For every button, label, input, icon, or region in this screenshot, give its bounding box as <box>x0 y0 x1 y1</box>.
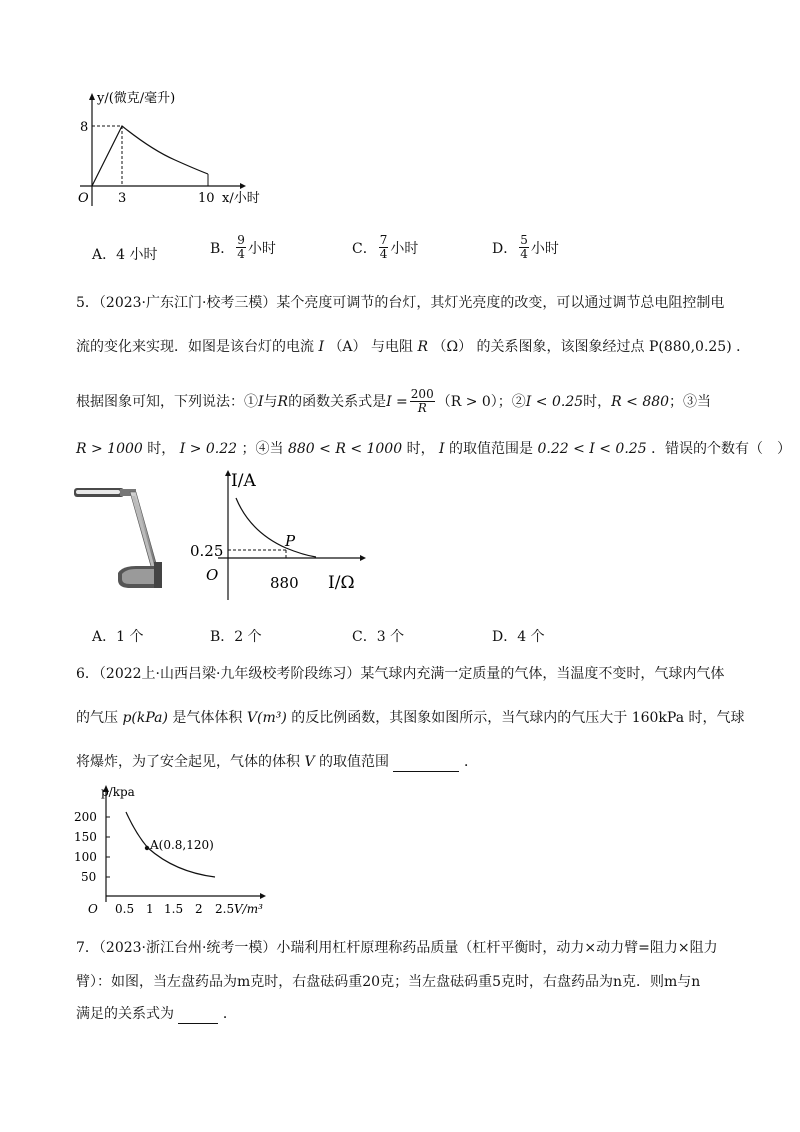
q5-line3-a: 根据图象可知，下列说法：① <box>76 393 258 410</box>
q6-x-arrow <box>260 893 266 899</box>
q5-y-label: I/A <box>231 471 256 491</box>
q5-line4-h: 的取值范围是 <box>449 441 534 457</box>
q4-option-b[interactable] <box>210 234 276 261</box>
q5-cond-3: 时， <box>583 393 612 410</box>
q5-line3-c: 的函数关系式是 <box>288 393 387 410</box>
q6-y-tick-200: 200 <box>74 810 97 824</box>
q5-text-b: 与电阻 <box>371 339 414 355</box>
q6-text-d: 时，气球 <box>688 710 745 726</box>
q5-graph <box>188 470 368 606</box>
q5-line4-c: I > 0.22 <box>179 441 238 457</box>
q6-answer-blank[interactable] <box>393 755 459 772</box>
q6-p-symbol: p(kPa) <box>122 710 168 726</box>
q4-x-tick-3: 3 <box>118 191 127 206</box>
q5-text-a: 流的变化来实现．如图是该台灯的电流 <box>76 339 314 355</box>
q4-option-d-unit: 小时 <box>530 240 559 257</box>
q4-option-b-letter: B． <box>210 240 235 257</box>
q4-y-tick: 8 <box>80 120 89 135</box>
q5-y-tick: 0.25 <box>190 542 224 560</box>
q5-R-symbol: R <box>417 339 429 355</box>
q4-x-tick-10: 10 <box>198 191 215 206</box>
q5-line3-R: R <box>277 393 289 410</box>
q4-y-arrow <box>89 93 95 100</box>
q5-point-label: P <box>285 532 296 550</box>
q6-x-tick-0-5: 0.5 <box>115 902 135 916</box>
q4-origin: O <box>78 191 89 206</box>
q5-option-c[interactable]: C．3 个 <box>352 629 405 645</box>
q6-text-c: 的反比例函数，其图象如图所示，当气球内的气压大于 <box>291 710 628 726</box>
q4-option-c-letter: C． <box>352 240 377 257</box>
q7-line-1: 7．（2023·浙江台州·统考一模）小瑞利用杠杆原理称药品质量（杠杆平衡时，动力×动力臂=阻力×阻力 <box>76 940 718 956</box>
q4-option-b-fraction <box>236 234 246 261</box>
q5-line4-g: I <box>439 441 445 457</box>
q7-line3-a: 满足的关系式为 <box>76 1006 174 1022</box>
q4-option-b-den: 4 <box>237 247 245 261</box>
q5-cond-4: R < 880 <box>611 393 670 410</box>
q5-line3-b: 与 <box>263 393 278 410</box>
q7-line-2: 臂）：如图，当左盘药品为m克时，右盘砝码重20克；当左盘砝码重5克时，右盘药品为n克．则m与n <box>76 974 701 990</box>
q5-line4-j: ．错误的个数有（ ） <box>651 441 792 457</box>
q4-option-c-den: 4 <box>379 247 388 261</box>
q6-y-tick-50: 50 <box>81 870 97 884</box>
q5-option-a[interactable]: A．1 个 <box>92 629 144 645</box>
q5-line4-e: 880 < R < 1000 <box>287 441 403 457</box>
q5-cond-1: （R > 0）；② <box>436 393 526 410</box>
q5-line-2 <box>76 337 750 357</box>
q5-line4-d: ；④当 <box>241 441 284 457</box>
q5-x-arrow <box>360 555 366 561</box>
q5-line4-f: 时， <box>406 441 435 457</box>
q7-line3-b: ． <box>222 1006 237 1022</box>
q5-line-4 <box>76 439 791 459</box>
q6-y-tick-150: 150 <box>74 830 97 844</box>
q5-formula-fraction <box>410 388 435 415</box>
q4-graph <box>70 88 260 213</box>
q4-option-d-fraction <box>519 234 529 261</box>
q6-line-1: 6．（2022上·山西吕梁·九年级校考阶段练习）某气球内充满一定质量的气体，当温度不变时，气球内气体 <box>76 666 725 682</box>
q4-option-c-fraction <box>379 234 389 261</box>
q5-text-c: 的关系图象，该图象经过点 <box>476 339 645 355</box>
q5-formula-den: R <box>417 401 427 415</box>
q6-V-symbol: V <box>304 754 315 770</box>
q6-line-3 <box>76 752 478 772</box>
q6-x-tick-1: 1 <box>146 902 154 916</box>
q7-line-3 <box>76 1004 237 1024</box>
q6-point-label: A(0.8,120) <box>150 838 214 852</box>
q6-y-label: p/kpa <box>101 785 135 799</box>
q6-y-tick-100: 100 <box>74 850 97 864</box>
q5-formula-num: 200 <box>410 387 434 401</box>
q4-option-b-unit: 小时 <box>247 240 276 257</box>
q6-text-a: 的气压 <box>76 710 118 726</box>
q6-line3-c: ． <box>463 754 478 770</box>
q6-graph <box>70 782 270 922</box>
q6-x-tick-2: 2 <box>195 902 203 916</box>
q4-option-d-den: 4 <box>520 247 528 261</box>
q5-curve <box>236 498 316 557</box>
q6-line-2 <box>76 708 745 728</box>
q4-y-label: y/(微克/毫升) <box>97 91 176 106</box>
q5-unit-a: （A） <box>328 339 367 355</box>
q4-curve <box>92 126 208 186</box>
q5-line4-a: R > 1000 <box>76 441 143 457</box>
q5-line3-I: I <box>258 393 264 410</box>
q4-option-d-num: 5 <box>520 233 528 247</box>
q4-option-d[interactable] <box>492 234 559 261</box>
q6-x-tick-1-5: 1.5 <box>164 902 184 916</box>
q5-cond-2: I < 0.25 <box>525 393 584 410</box>
q6-x-tick-2-5: 2.5 <box>215 902 235 916</box>
q4-option-c[interactable] <box>352 234 418 261</box>
q4-option-c-num: 7 <box>379 233 388 247</box>
q6-origin: O <box>88 902 98 916</box>
q6-line3-a: 将爆炸，为了安全起见，气体的体积 <box>76 754 300 770</box>
q5-line-3 <box>76 388 711 415</box>
q4-option-c-unit: 小时 <box>390 240 419 257</box>
q5-period: ． <box>736 339 751 355</box>
q4-option-a[interactable]: A．4 小时 <box>92 247 158 263</box>
q5-point-p: P(880,0.25) <box>648 339 732 355</box>
q5-unit-ohm: （Ω） <box>432 339 473 355</box>
q6-v-symbol: V(m³) <box>246 710 287 726</box>
q5-origin: O <box>206 566 219 584</box>
q6-point-a <box>145 846 149 850</box>
q5-line4-i: 0.22 < I < 0.25 <box>537 441 647 457</box>
q6-text-b: 是气体体积 <box>172 710 243 726</box>
q4-option-d-letter: D． <box>492 240 518 257</box>
q4-x-label: x/小时 <box>222 191 260 206</box>
q5-option-d[interactable]: D．4 个 <box>492 629 545 645</box>
q5-formula-lhs: I = <box>386 393 408 410</box>
q5-cond-5: ；③当 <box>669 393 712 410</box>
q6-x-label: V/m³ <box>234 902 263 916</box>
q5-x-tick: 880 <box>270 574 299 592</box>
q4-option-b-num: 9 <box>237 233 245 247</box>
q5-I-symbol: I <box>318 339 324 355</box>
q6-line3-b: 的取值范围 <box>319 754 390 770</box>
q5-line4-b: 时， <box>147 441 176 457</box>
q5-line-1: 5．（2023·广东江门·校考三模）某个亮度可调节的台灯，其灯光亮度的改变，可以通过调节总电阻控制电 <box>76 295 725 311</box>
q4-x-arrow <box>240 183 246 189</box>
q5-option-b[interactable]: B．2 个 <box>210 629 262 645</box>
q7-answer-blank[interactable] <box>178 1007 218 1024</box>
q5-x-label: I/Ω <box>328 573 355 593</box>
q6-160kpa: 160kPa <box>631 710 685 726</box>
desk-lamp-image <box>70 480 180 595</box>
